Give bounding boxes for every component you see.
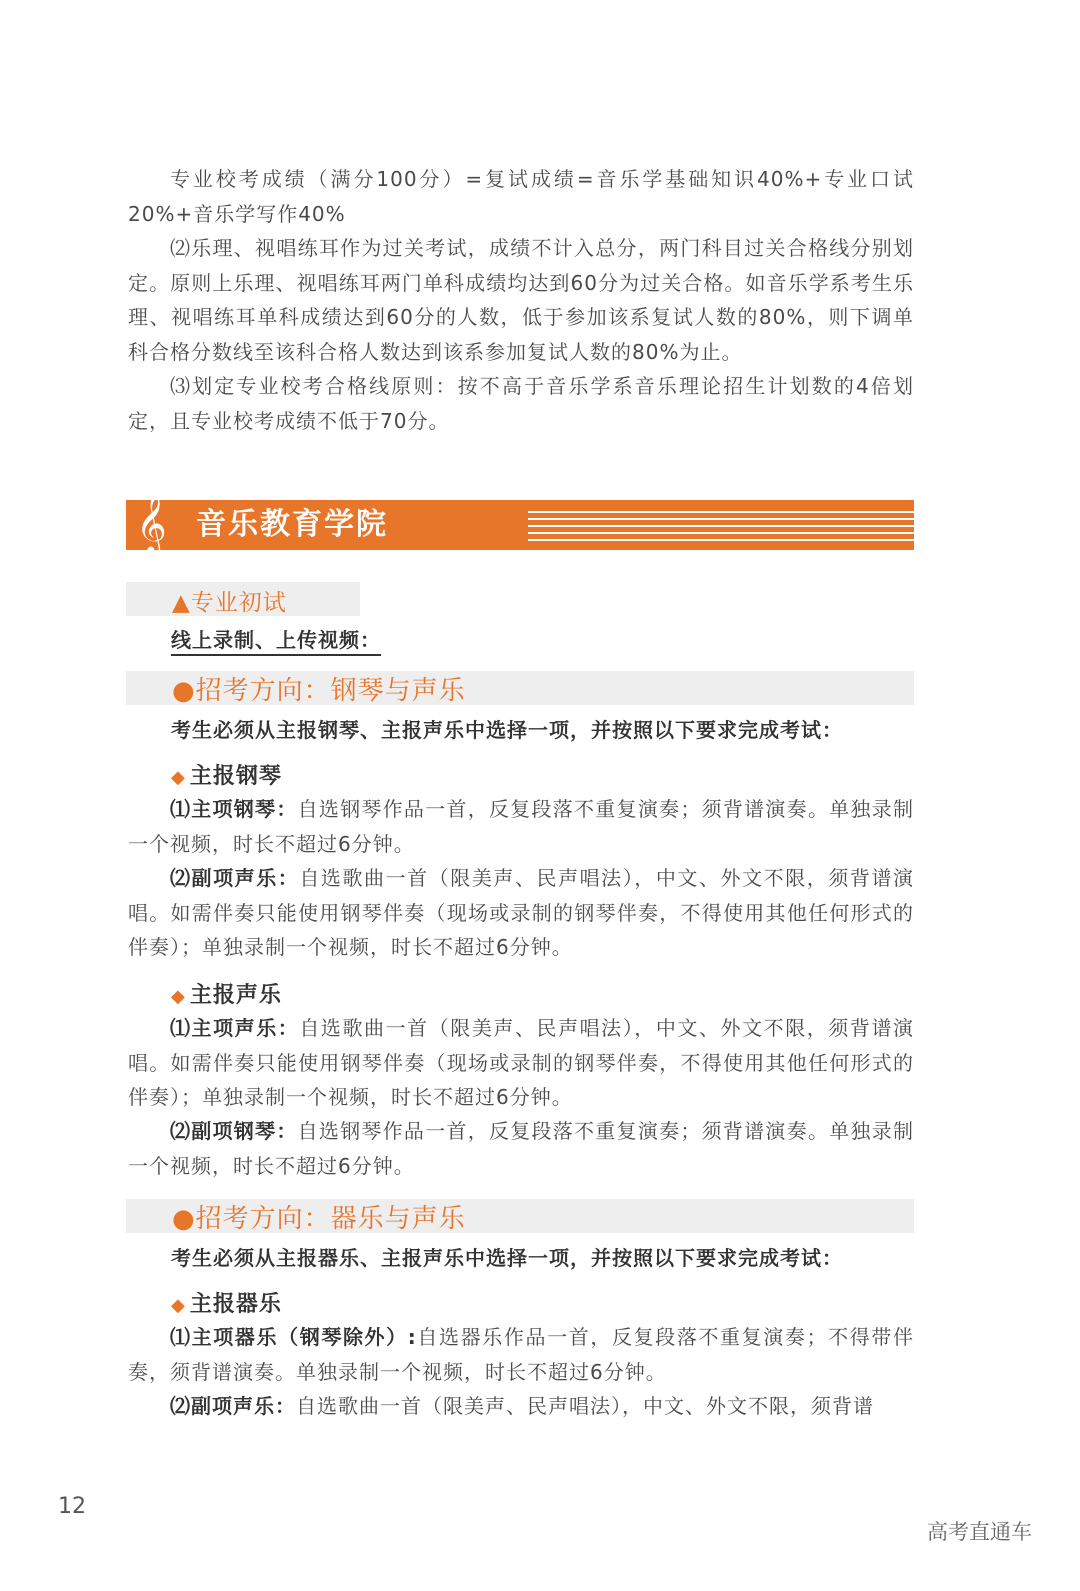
item-paragraph [128,1320,914,1389]
page-number: 12 [58,1494,86,1519]
staff-barline [1014,510,1017,542]
item-label: ⑵副项声乐： [170,1394,296,1418]
diamond-icon: ◆ [171,986,186,1007]
watermark: 高考直通车 [927,1520,1032,1544]
item-paragraph [128,1011,914,1115]
item-text: 自选歌曲一首（限美声、民声唱法），中文、外文不限，须背谱 [296,1394,874,1418]
item-label: ⑴主项钢琴： [170,797,298,821]
group-heading-text: 主报钢琴 [189,764,282,789]
item-text: 自选歌曲一首（限美声、民声唱法），中文、外文不限，须背谱演唱。如需伴奏只能使用钢琴伴奏（现场或录制的钢琴伴奏，不得使用其他任何形式的伴奏）；单独录制一个视频，时长不超过6分钟。 [128,866,915,959]
banner-title: 音乐教育学院 [196,507,388,542]
group-heading-text: 主报器乐 [189,1292,282,1317]
direction-bar-instrument-vocal [126,1199,914,1233]
subheading-band [126,582,360,616]
diamond-icon: ◆ [171,767,186,788]
group-heading-text: 主报声乐 [189,983,282,1008]
staff-end-barline [1020,510,1026,542]
direction-title: ●招考方向：钢琴与声乐 [172,676,466,706]
subheading-preliminary: ▲专业初试 [172,590,287,616]
item-label: ⑴主项声乐： [170,1016,300,1040]
music-staff-lines [528,510,1014,542]
paragraph-pass-line: ⑵乐理、视唱练耳作为过关考试，成绩不计入总分，两门科目过关合格线分别划定。原则上乐理、视唱练耳两门单科成绩均达到60分为过关合格。如音乐学系考生乐理、视唱练耳单科成绩达到60分的人数，低于参加该系复试人数的80%，则下调单科合格分数线至该科合格人数达到该系参加复试人数的80%为止。 [128,236,914,364]
direction-instruction: 考生必须从主报钢琴、主报声乐中选择一项，并按照以下要求完成考试： [171,718,843,742]
group-heading [171,978,282,1009]
diamond-icon: ◆ [171,1295,186,1316]
item-paragraph [128,792,914,861]
online-recording-note: 线上录制、上传视频： [171,624,381,656]
item-paragraph [128,1389,914,1424]
group-heading [171,1287,282,1318]
item-text: 自选器乐作品一首，反复段落不重复演奏；不得带伴奏，须背谱演奏。单独录制一个视频，时长不超过6分钟。 [128,1325,915,1384]
paragraph-qualification-line: ⑶划定专业校考合格线原则：按不高于音乐学系音乐理论招生计划数的4倍划定，且专业校考成绩不低于70分。 [128,374,914,433]
treble-clef-icon: 𝄞 [136,494,167,554]
section-banner [126,494,914,554]
item-label: ⑵副项钢琴： [170,1119,298,1143]
group-heading [171,759,282,790]
item-label: ⑴主项器乐（钢琴除外）: [170,1325,417,1349]
item-text: 自选歌曲一首（限美声、民声唱法），中文、外文不限，须背谱演唱。如需伴奏只能使用钢琴伴奏（现场或录制的钢琴伴奏，不得使用其他任何形式的伴奏）；单独录制一个视频，时长不超过6分钟。 [128,1016,915,1109]
direction-bar-piano-vocal [126,671,914,705]
direction-instruction: 考生必须从主报器乐、主报声乐中选择一项，并按照以下要求完成考试： [171,1246,843,1270]
direction-title: ●招考方向：器乐与声乐 [172,1204,466,1234]
item-text: 自选钢琴作品一首，反复段落不重复演奏；须背谱演奏。单独录制一个视频，时长不超过6分钟。 [128,1119,915,1178]
item-label: ⑵副项声乐： [170,866,300,890]
paragraph-score-formula: 专业校考成绩（满分100分）=复试成绩=音乐学基础知识40%+专业口试20%+音乐学写作40% [128,167,914,226]
item-paragraph [128,1114,914,1183]
item-paragraph [128,861,914,965]
item-text: 自选钢琴作品一首，反复段落不重复演奏；须背谱演奏。单独录制一个视频，时长不超过6分钟。 [128,797,915,856]
